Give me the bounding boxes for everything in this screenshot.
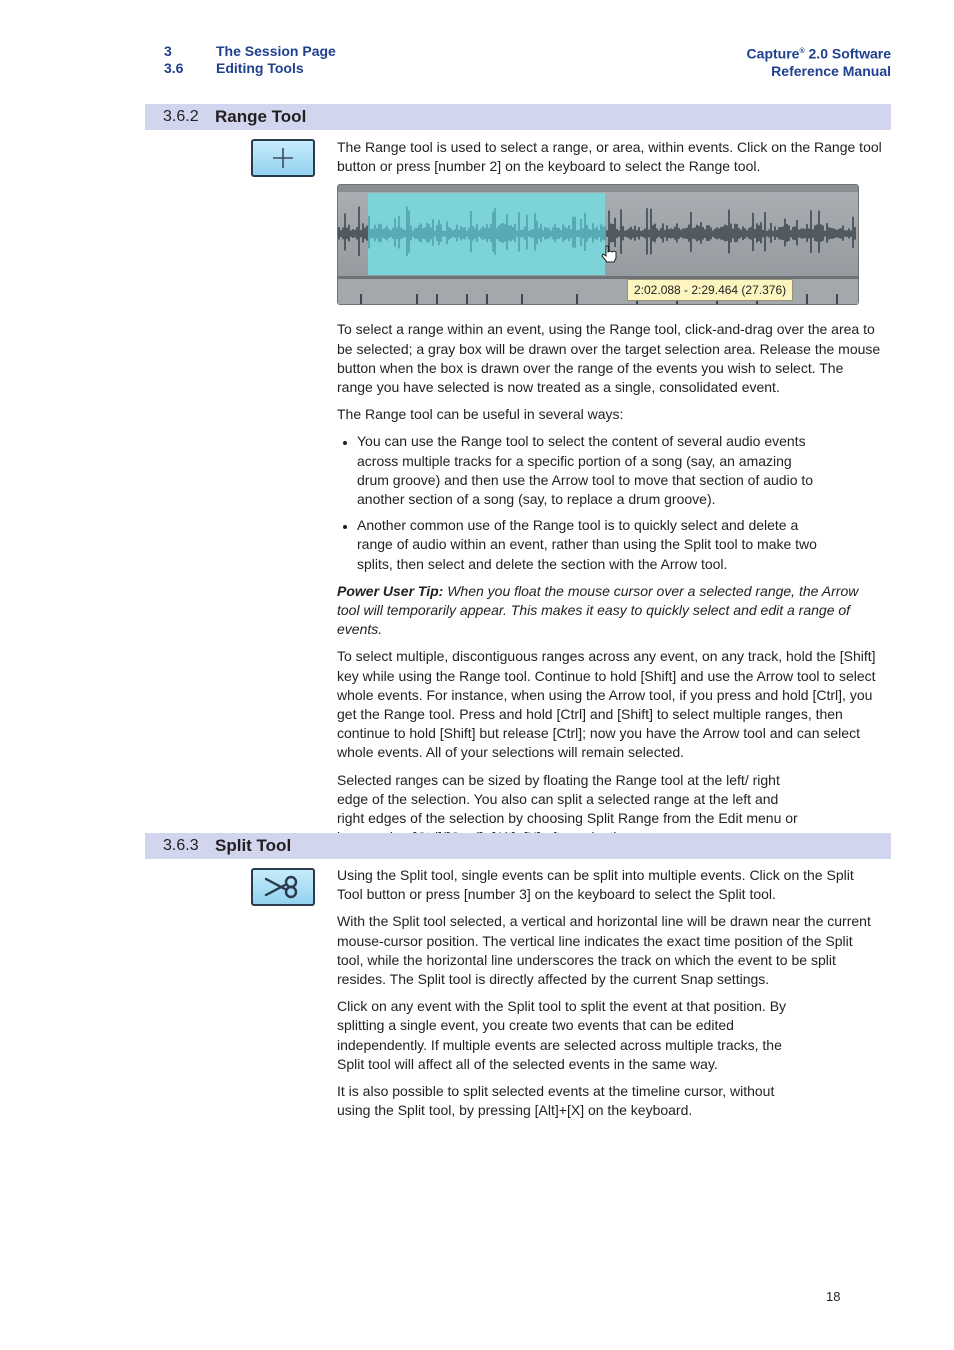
section-number: 3.6 (164, 60, 184, 76)
track-top-strip (338, 185, 858, 192)
chapter-title: The Session Page (216, 43, 336, 59)
running-header-right (747, 43, 891, 80)
range-tool-content (337, 138, 882, 855)
running-header-left (164, 43, 336, 77)
split-tool-button[interactable] (251, 868, 315, 906)
section-number: 3.6.2 (163, 108, 199, 125)
range-tool-screenshot (337, 184, 859, 305)
range-tool-button[interactable] (251, 139, 315, 177)
section-title: Split Tool (215, 836, 292, 855)
section-title: Editing Tools (216, 60, 304, 76)
tip-label: Power User Tip: (337, 582, 444, 599)
split-paragraph-3: Click on any event with the Split tool to split the event at that position. By splitting a single event, you create two events that can be edited independently. If multiple events are selected across multiple tracks, the Split tool will affect all of the selected events in the same way. (337, 998, 787, 1072)
split-paragraph-4: It is also possible to split selected events at the timeline cursor, without using the Split tool, by pressing [Alt]+[X] on the keyboard. (337, 1083, 775, 1119)
power-user-tip (337, 582, 882, 640)
product-name: Capture (746, 45, 800, 62)
section-heading-range-tool (145, 104, 891, 130)
plus-icon (271, 146, 295, 170)
range-intro: The Range tool is used to select a range, or area, within events. Click on the Range tool button or press [number 2] on the keyboard to select the Range tool. (337, 139, 882, 175)
split-paragraph-2: With the Split tool selected, a vertical and horizontal line will be drawn near the current mouse-cursor position. The vertical line indicates the exact time position of the Split tool, while the horizontal line underscores the track on which the event to be split resides. The Split tool is directly affected by the current Snap settings. (337, 913, 871, 988)
section-number: 3.6.3 (163, 837, 199, 854)
range-paragraph-2: The Range tool can be useful in several ways: (337, 406, 624, 423)
registered-mark: ® (799, 48, 805, 55)
tip-text: When you float the mouse cursor over a selected range, the Arrow tool will temporarily appear. This makes it easy to quickly select and edit a range of events. (337, 582, 859, 638)
section-title: Range Tool (215, 107, 307, 126)
section-heading-split-tool (145, 833, 891, 859)
range-time-tooltip: 2:02.088 - 2:29.464 (27.376) (627, 279, 793, 301)
page-number: 18 (826, 1289, 841, 1304)
range-paragraph-4: Selected ranges can be sized by floating the Range tool at the left/ right edge of the selection. You also can split a selected range at the left and right edges of the selection by choosing Split Range from the Edit menu or (337, 771, 798, 827)
manual-title: Reference Manual (771, 62, 891, 79)
scissors-icon (263, 874, 303, 900)
list-item: • You can use the Range tool to select the content of several audio events across multiple tracks for a specific portion of a song (say, an amazing drum groove) and then use the Arrow tool to move that section of audio to another section of a song (say, to replace a drum groove). (357, 432, 827, 509)
split-tool-content (337, 866, 882, 1128)
range-paragraph-3: To select multiple, discontiguous ranges across any event, on any track, hold the [Shift] key while using the Range tool. Continue to hold [Shift] and use the Arrow tool to select whole events. For instance, when using the Arrow tool, if you press and hold [Ctrl], you get the Range tool. Press and hold [Ctrl] and [Shift] to select multiple ranges, then continue to hold [Shift] but release [Ctrl]; now you have the Arrow tool and can select whole events. All of your selections will remain selected. (337, 648, 876, 761)
range-paragraph-1: To select a range within an event, using the Range tool, click-and-drag over the area to be selected; a gray box will be drawn over the target selection area. Release the mouse button when the box is drawn over the range of the events you wish to select. The range you have selected is now treated as a single, consolidated event. (337, 321, 881, 396)
split-paragraph-1: Using the Split tool, single events can be split into multiple events. Click on the Split Tool button or press [number 3] on the keyboard to select the Split tool. (337, 867, 854, 903)
product-version: 2.0 Software (808, 45, 891, 62)
chapter-number: 3 (164, 43, 172, 59)
list-item: • Another common use of the Range tool is to quickly select and delete a range of audio within an event, rather than using the Split tool to make two splits, then select and delete the section with the Arrow tool. (357, 516, 827, 574)
range-uses-list (337, 432, 882, 573)
